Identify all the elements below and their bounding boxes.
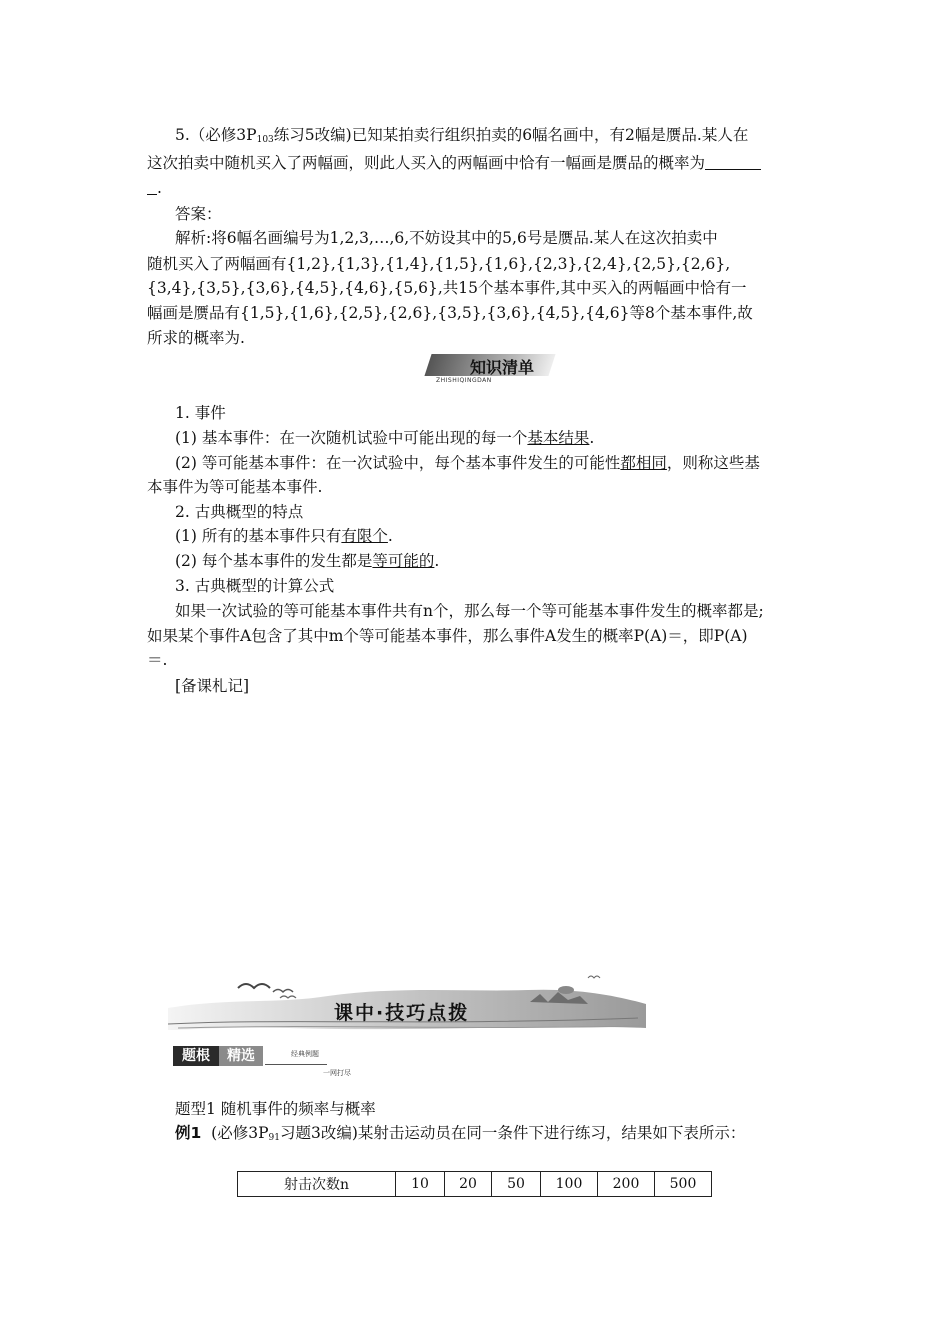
item-text: (1) 基本事件：在一次随机试验中可能出现的每一个 [175, 429, 528, 447]
table-cell: 20 [445, 1172, 492, 1197]
table-cell: 100 [541, 1172, 598, 1197]
example-label: 例1 [175, 1124, 202, 1142]
analysis-line-2: 随机买入了两幅画有{1,2},{1,3},{1,4},{1,5},{1,6},{2,3},{2,4},{2,5},{2,6}, [147, 255, 731, 273]
analysis-line-4: 幅画是赝品有{1,5},{1,6},{2,5},{2,6},{3,5},{3,6},{4,5},{4,6}等8个基本事件,故 [147, 304, 753, 322]
item-equal-event [147, 451, 845, 475]
item-end: . [589, 429, 595, 447]
problem-type-heading: 题型1 随机事件的频率与概率 [175, 1100, 376, 1118]
analysis-line-3: {3,4},{3,5},{3,6},{4,5},{4,6},{5,6},共15个基本事件,其中买入的两幅画中恰有一 [147, 279, 747, 297]
item-text: (2) 每个基本事件的发生都是 [175, 552, 373, 570]
answer-blank-end [147, 180, 157, 195]
shooting-results-table [237, 1171, 712, 1197]
item-text: (1) 所有的基本事件只有 [175, 527, 342, 545]
banner-pinyin: ZHISHIQINGDAN [436, 377, 492, 384]
item-finite [147, 524, 845, 548]
table-cell: 500 [655, 1172, 712, 1197]
item-text: (2) 等可能基本事件：在一次试验中，每个基本事件发生的可能性 [175, 454, 621, 472]
banner-title: 知识清单 [470, 358, 535, 377]
table-header-cell: 射击次数n [238, 1172, 396, 1197]
tag-caption-1: 经典例题 [291, 1050, 319, 1058]
table-cell: 200 [598, 1172, 655, 1197]
tag-divider [265, 1064, 327, 1065]
lesson-notes-label: [备课札记] [175, 677, 250, 695]
table-row [238, 1172, 712, 1197]
underlined-term: 等可能的 [372, 552, 435, 570]
underlined-term: 都相同 [620, 454, 667, 472]
q5-period: . [157, 179, 162, 197]
heading-formula: 3. 古典概型的计算公式 [175, 577, 335, 595]
heading-events: 1. 事件 [175, 404, 226, 422]
tag-part-b: 精选 [219, 1046, 263, 1066]
heading-classical: 2. 古典概型的特点 [175, 503, 304, 521]
formula-line-2: 如果某个事件A包含了其中m个等可能基本事件，那么事件A发生的概率P(A)＝，即P(A) [147, 627, 748, 645]
q5-line1 [147, 123, 845, 152]
table-cell: 10 [396, 1172, 445, 1197]
table-cell: 50 [492, 1172, 541, 1197]
formula-line-3: ＝. [147, 651, 168, 669]
formula-line-1: 如果一次试验的等可能基本事件共有n个，那么每一个等可能基本事件发生的概率都是; [175, 602, 764, 620]
q5-text: 5.（必修3P [175, 126, 257, 144]
item-equally-likely [147, 549, 845, 573]
item-basic-event [147, 426, 845, 450]
analysis-line-5: 所求的概率为. [147, 329, 245, 347]
item-end: ，则称这些基 [666, 454, 760, 472]
q5-line3 [147, 176, 817, 200]
underlined-term: 基本结果 [527, 429, 590, 447]
item-end: . [387, 527, 393, 545]
q5-line2 [147, 151, 817, 175]
tag-part-a: 题根 [173, 1046, 219, 1066]
underlined-term: 有限个 [341, 527, 388, 545]
knowledge-list-banner [428, 352, 554, 386]
answer-label: 答案： [175, 205, 222, 223]
example-1 [147, 1121, 845, 1150]
example-text: (必修3P [211, 1124, 269, 1142]
banner-title: 课中·技巧点拨 [334, 1002, 470, 1024]
answer-blank [705, 155, 761, 170]
item-end: . [434, 552, 440, 570]
example-subscript: 91 [268, 1133, 280, 1143]
q5-text-2: 这次拍卖中随机买入了两幅画，则此人买入的两幅画中恰有一幅画是赝品的概率为 [147, 154, 706, 172]
in-class-skills-banner [168, 968, 648, 1036]
q5-subscript: 103 [256, 135, 274, 145]
analysis-line-1: 解析:将6幅名画编号为1,2,3,…,6,不妨设其中的5,6号是赝品.某人在这次拍卖中 [175, 229, 718, 247]
q5-text-rest: 练习5改编)已知某拍卖行组织拍卖的6幅名画中，有2幅是赝品.某人在 [273, 126, 749, 144]
example-text-rest: 习题3改编)某射击运动员在同一条件下进行练习，结果如下表所示： [279, 1124, 746, 1142]
tag-caption-2: 一网打尽 [323, 1069, 351, 1077]
item-equal-event-line2: 本事件为等可能基本事件. [147, 478, 323, 496]
